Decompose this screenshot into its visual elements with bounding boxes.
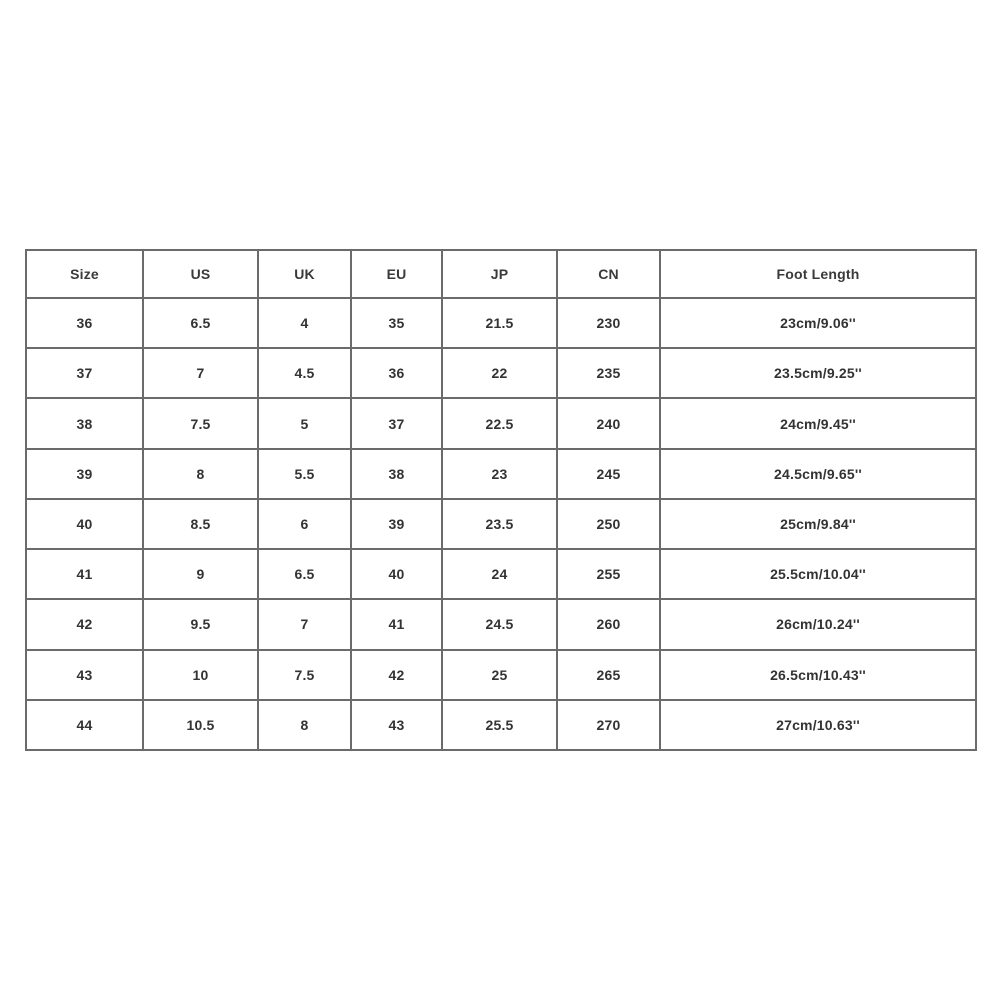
cell-uk: 5.5 xyxy=(258,449,351,499)
cell-us: 8 xyxy=(143,449,258,499)
cell-jp: 22.5 xyxy=(442,398,557,448)
cell-cn: 235 xyxy=(557,348,660,398)
cell-uk: 6.5 xyxy=(258,549,351,599)
cell-eu: 42 xyxy=(351,650,442,700)
header-row xyxy=(26,250,976,298)
cell-cn: 265 xyxy=(557,650,660,700)
table-row xyxy=(26,398,976,448)
cell-us: 6.5 xyxy=(143,298,258,348)
cell-size: 41 xyxy=(26,549,143,599)
header-us: US xyxy=(143,250,258,298)
cell-size: 39 xyxy=(26,449,143,499)
cell-jp: 24.5 xyxy=(442,599,557,649)
cell-us: 9.5 xyxy=(143,599,258,649)
cell-jp: 23 xyxy=(442,449,557,499)
table-row xyxy=(26,298,976,348)
cell-cn: 270 xyxy=(557,700,660,750)
cell-uk: 5 xyxy=(258,398,351,448)
cell-jp: 23.5 xyxy=(442,499,557,549)
cell-jp: 25 xyxy=(442,650,557,700)
cell-eu: 35 xyxy=(351,298,442,348)
cell-foot-length: 24cm/9.45'' xyxy=(660,398,976,448)
cell-cn: 245 xyxy=(557,449,660,499)
cell-cn: 260 xyxy=(557,599,660,649)
cell-size: 40 xyxy=(26,499,143,549)
cell-size: 38 xyxy=(26,398,143,448)
table-row xyxy=(26,599,976,649)
cell-size: 42 xyxy=(26,599,143,649)
table-row xyxy=(26,499,976,549)
cell-jp: 21.5 xyxy=(442,298,557,348)
cell-foot-length: 24.5cm/9.65'' xyxy=(660,449,976,499)
cell-us: 10 xyxy=(143,650,258,700)
header-eu: EU xyxy=(351,250,442,298)
cell-eu: 36 xyxy=(351,348,442,398)
cell-uk: 7 xyxy=(258,599,351,649)
table-row xyxy=(26,549,976,599)
cell-uk: 8 xyxy=(258,700,351,750)
table-row xyxy=(26,449,976,499)
header-size: Size xyxy=(26,250,143,298)
header-cn: CN xyxy=(557,250,660,298)
cell-size: 36 xyxy=(26,298,143,348)
cell-foot-length: 25cm/9.84'' xyxy=(660,499,976,549)
cell-size: 37 xyxy=(26,348,143,398)
cell-eu: 40 xyxy=(351,549,442,599)
cell-jp: 22 xyxy=(442,348,557,398)
cell-us: 9 xyxy=(143,549,258,599)
cell-eu: 43 xyxy=(351,700,442,750)
cell-us: 7 xyxy=(143,348,258,398)
cell-foot-length: 27cm/10.63'' xyxy=(660,700,976,750)
cell-cn: 250 xyxy=(557,499,660,549)
cell-cn: 255 xyxy=(557,549,660,599)
cell-eu: 37 xyxy=(351,398,442,448)
header-uk: UK xyxy=(258,250,351,298)
cell-foot-length: 23cm/9.06'' xyxy=(660,298,976,348)
cell-cn: 240 xyxy=(557,398,660,448)
cell-foot-length: 26.5cm/10.43'' xyxy=(660,650,976,700)
cell-uk: 7.5 xyxy=(258,650,351,700)
header-jp: JP xyxy=(442,250,557,298)
table-row xyxy=(26,650,976,700)
cell-us: 8.5 xyxy=(143,499,258,549)
cell-eu: 41 xyxy=(351,599,442,649)
cell-eu: 38 xyxy=(351,449,442,499)
table-row xyxy=(26,700,976,750)
cell-us: 10.5 xyxy=(143,700,258,750)
header-foot-length: Foot Length xyxy=(660,250,976,298)
cell-jp: 24 xyxy=(442,549,557,599)
cell-jp: 25.5 xyxy=(442,700,557,750)
size-chart-table xyxy=(25,249,977,751)
cell-cn: 230 xyxy=(557,298,660,348)
table-row xyxy=(26,348,976,398)
cell-uk: 4.5 xyxy=(258,348,351,398)
cell-eu: 39 xyxy=(351,499,442,549)
cell-uk: 4 xyxy=(258,298,351,348)
cell-foot-length: 25.5cm/10.04'' xyxy=(660,549,976,599)
cell-uk: 6 xyxy=(258,499,351,549)
cell-us: 7.5 xyxy=(143,398,258,448)
cell-size: 43 xyxy=(26,650,143,700)
cell-size: 44 xyxy=(26,700,143,750)
cell-foot-length: 23.5cm/9.25'' xyxy=(660,348,976,398)
cell-foot-length: 26cm/10.24'' xyxy=(660,599,976,649)
